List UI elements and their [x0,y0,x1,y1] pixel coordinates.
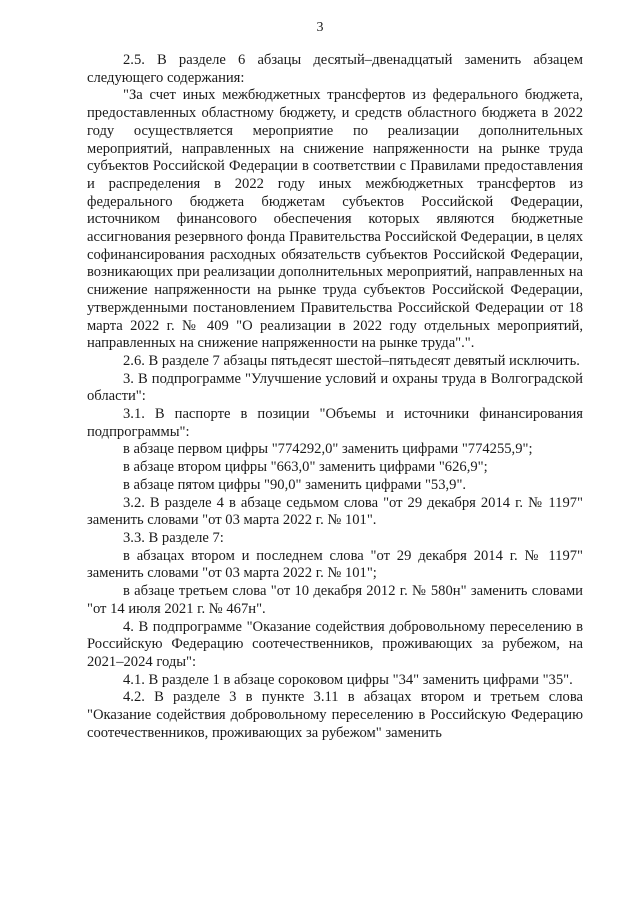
paragraph-3-3-second-last: в абзацах втором и последнем слова "от 29 декабря 2014 г. № 1197" заменить словами "от 03 марта 2022 г. № 101"; [87,547,583,582]
paragraph-2-6: 2.6. В разделе 7 абзацы пятьдесят шестой–пятьдесят девятый исключить. [123,352,580,369]
paragraph-3: 3. В подпрограмме "Улучшение условий и охраны труда в Волгоградской области": [87,370,583,405]
paragraph-3-1-fifth: в абзаце пятом цифры "90,0" заменить цифрами "53,9". [123,476,467,493]
paragraph-quote: "За счет иных межбюджетных трансфертов из федерального бюджета, предоставленных областному бюджету, и средств областного бюджета в 2022 году осуществляется мероприятие по реализации дополнительных мероприятий, направленных на снижение напряженности на рынке труда субъектов Российской Федерации в соответствии с Правилами предоставления и распределения в 2022 году иных межбюджетных трансфертов из федерального бюджета бюджетам субъектов Российской Федерации, источником финансового обеспечения которых являются бюджетные ассигнования резервного фонда Правительства Российской Федерации, в целях софинансирования расходных обязательств субъектов Российской Федерации, возникающих при реализации дополнительных мероприятий, направленных на снижение напряженности на рынке труда субъектов Российской Федерации, утвержденными постановлением Правительства Российской Федерации от 18 марта 2022 г. № 409 "О реализации в 2022 году отдельных мероприятий, направленных на снижение напряженности на рынке труда".". [87,87,583,352]
paragraph-4-1: 4.1. В разделе 1 в абзаце сороковом цифры "34" заменить цифрами "35". [123,671,573,688]
paragraph-3-3: 3.3. В разделе 7: [123,529,224,546]
paragraph-2-5: 2.5. В разделе 6 абзацы десятый–двенадцатый заменить абзацем следующего содержания: [87,52,583,86]
paragraph-3-1: 3.1. В паспорте в позиции "Объемы и источники финансирования подпрограммы": [87,406,583,440]
page-number: 3 [316,20,324,35]
paragraph-3-3-third: в абзаце третьем слова "от 10 декабря 2012 г. № 580н" заменить словами "от 14 июля 2021 г. № 467н". [87,583,583,617]
paragraph-3-1-first: в абзаце первом цифры "774292,0" заменить цифрами "774255,9"; [123,441,533,458]
paragraph-3-1-second: в абзаце втором цифры "663,0" заменить цифрами "626,9"; [123,459,488,476]
paragraph-4-2: 4.2. В разделе 3 в пункте 3.11 в абзацах втором и третьем слова "Оказание содействия добровольному переселению в Российскую Федерацию соотечественников, проживающих за рубежом" заменить [87,689,583,741]
paragraph-4: 4. В подпрограмме "Оказание содействия добровольному переселению в Российскую Федерацию соотечественников, проживающих за рубежом, на 2021–2024 годы": [87,618,583,670]
paragraph-3-2: 3.2. В разделе 4 в абзаце седьмом слова "от 29 декабря 2014 г. № 1197" заменить словами "от 03 марта 2022 г. № 101". [87,494,583,529]
